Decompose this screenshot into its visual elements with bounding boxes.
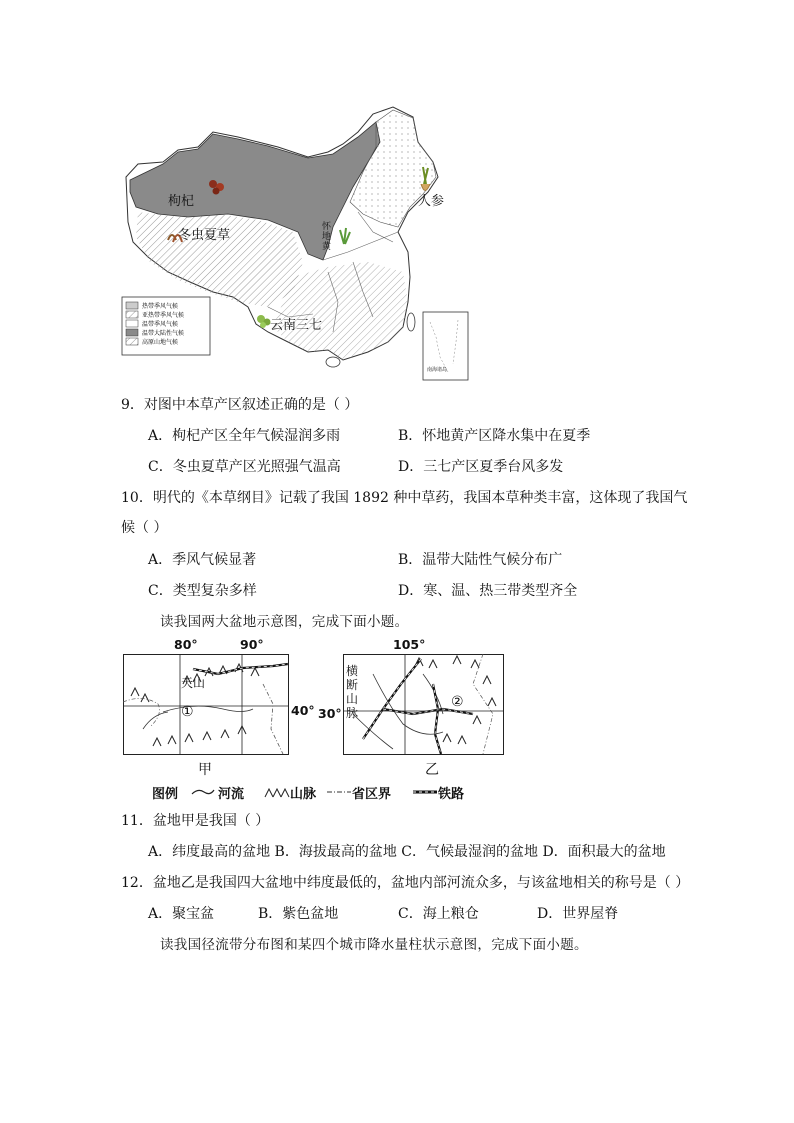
question-10-stem: 10．明代的《本草纲目》记载了我国 1892 种中草药，我国本草种类丰富，这体现了我国气 — [121, 490, 688, 506]
q9-option-a: A．枸杞产区全年气候湿润多雨 — [148, 428, 341, 444]
mountain-legend-icon — [264, 786, 290, 798]
legend-railway: 铁路 — [438, 787, 465, 802]
legend-title: 图例 — [152, 787, 179, 802]
hengduan-char-3: 脉 — [346, 706, 359, 720]
label-hengduan — [346, 664, 360, 720]
hengduan-char-1: 断 — [346, 678, 359, 692]
question-9-stem: 9．对图中本草产区叙述正确的是（ ） — [121, 397, 359, 413]
basin-yi-number: ② — [451, 694, 464, 710]
boundary-legend-icon — [326, 786, 352, 798]
basin-yi-map — [343, 654, 504, 755]
china-climate-map — [118, 102, 478, 382]
q12-option-b: B．紫色盆地 — [258, 906, 339, 922]
legend-item-0: 热带季风气候 — [142, 303, 179, 310]
legend-boundary: 省区界 — [352, 787, 392, 802]
basin-jia-label: 甲 — [198, 762, 212, 778]
deg-105: 105° — [393, 637, 426, 652]
legend-river: 河流 — [218, 787, 245, 802]
deg-90: 90° — [240, 637, 264, 652]
q11-options: A．纬度最高的盆地 B．海拔最高的盆地 C．气候最湿润的盆地 D．面积最大的盆地 — [148, 844, 666, 860]
legend-item-4: 高原山地气候 — [142, 339, 179, 346]
basin-jia-number: ① — [181, 704, 194, 720]
q12-option-a: A．聚宝盆 — [148, 906, 215, 922]
label-chongcao: 冬虫夏草 — [178, 228, 231, 243]
q9-option-c: C．冬虫夏草产区光照强气温高 — [148, 459, 341, 475]
label-tianshan: 天山 — [181, 676, 206, 690]
label-huaidihuang: 怀地黄 — [322, 222, 332, 252]
basin-yi-label: 乙 — [425, 762, 439, 778]
deg-30: 30° — [318, 706, 342, 721]
q12-option-d: D．世界屋脊 — [537, 906, 619, 922]
question-11-stem: 11．盆地甲是我国（ ） — [121, 813, 270, 829]
q10-option-b: B．温带大陆性气候分布广 — [398, 552, 563, 568]
railway-legend-icon — [412, 786, 438, 798]
river-legend-icon — [190, 786, 216, 798]
q10-option-c: C．类型复杂多样 — [148, 583, 257, 599]
china-map-svg — [118, 102, 478, 382]
climate-legend — [122, 297, 210, 355]
legend-item-3: 温带大陆性气候 — [142, 330, 185, 337]
inset-caption: 南海诸岛 — [427, 367, 448, 373]
legend-item-1: 亚热带季风气候 — [142, 312, 185, 319]
intro-basins: 读我国两大盆地示意图，完成下面小题。 — [160, 614, 409, 630]
basin-jia-map — [123, 654, 289, 755]
deg-80: 80° — [174, 637, 198, 652]
q10-option-d: D．寒、温、热三带类型齐全 — [398, 583, 578, 599]
q12-option-c: C．海上粮仓 — [398, 906, 479, 922]
label-renshen: 人参 — [418, 194, 445, 209]
q10-option-a: A．季风气候显著 — [148, 552, 257, 568]
question-10-stem-cont: 候（ ） — [121, 520, 168, 536]
intro-runoff: 读我国径流带分布图和某四个城市降水量柱状示意图，完成下面小题。 — [160, 937, 588, 953]
legend-mountain: 山脉 — [290, 787, 317, 802]
taiwan-island — [407, 313, 415, 331]
label-gouqi: 枸杞 — [168, 194, 195, 209]
hengduan-char-2: 山 — [346, 692, 359, 706]
question-12-stem: 12．盆地乙是我国四大盆地中纬度最低的，盆地内部河流众多，与该盆地相关的称号是（ ） — [121, 875, 690, 891]
hengduan-char-0: 横 — [346, 664, 359, 678]
legend-item-2: 温带季风气候 — [142, 321, 179, 328]
deg-40: 40° — [291, 703, 315, 718]
q9-option-b: B．怀地黄产区降水集中在夏季 — [398, 428, 591, 444]
q9-option-d: D．三七产区夏季台风多发 — [398, 459, 564, 475]
hainan-island — [326, 357, 340, 367]
label-sanqi: 云南三七 — [270, 318, 323, 333]
